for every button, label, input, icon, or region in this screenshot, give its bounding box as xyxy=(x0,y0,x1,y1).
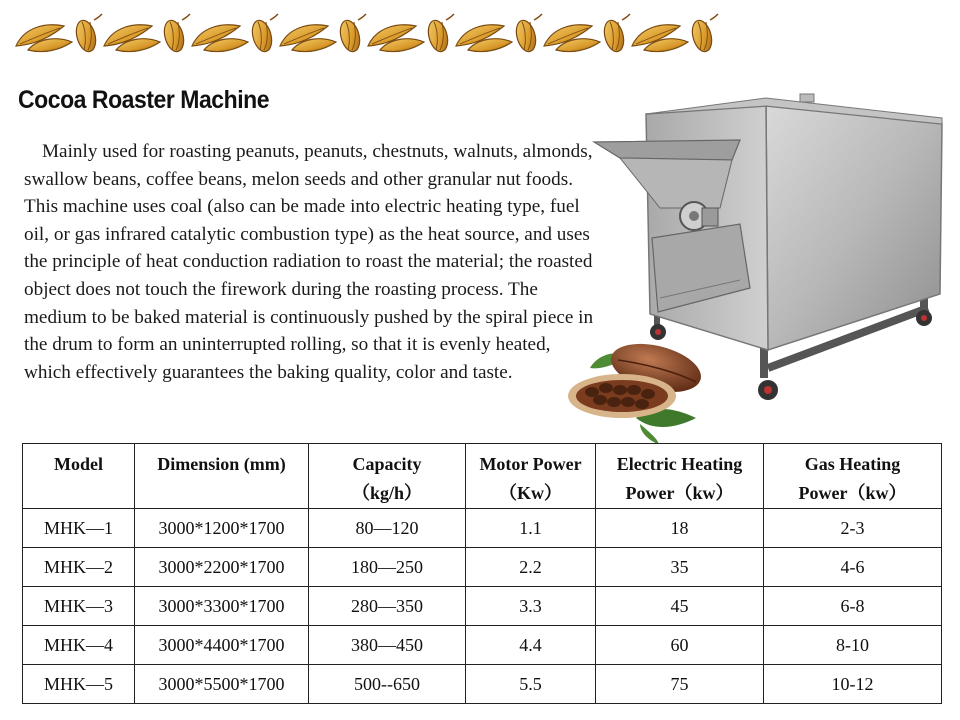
header-gas-heating: Gas Heating Power（kw） xyxy=(764,444,942,509)
cell-capacity: 280—350 xyxy=(309,587,466,626)
table-row xyxy=(23,548,942,587)
cell-dimension: 3000*3300*1700 xyxy=(135,587,309,626)
table-header-row xyxy=(23,444,942,509)
page-title: Cocoa Roaster Machine xyxy=(18,86,270,114)
cell-gas-heating: 4-6 xyxy=(764,548,942,587)
cocoa-beans-image xyxy=(556,334,716,444)
cell-gas-heating: 6-8 xyxy=(764,587,942,626)
cell-dimension: 3000*1200*1700 xyxy=(135,509,309,548)
cell-gas-heating: 8-10 xyxy=(764,626,942,665)
cell-dimension: 3000*5500*1700 xyxy=(135,665,309,704)
cell-model: MHK—1 xyxy=(23,509,135,548)
cell-capacity: 500--650 xyxy=(309,665,466,704)
cell-motor-power: 3.3 xyxy=(466,587,596,626)
cell-gas-heating: 2-3 xyxy=(764,509,942,548)
header-capacity: Capacity （kg/h） xyxy=(309,444,466,509)
cell-model: MHK—3 xyxy=(23,587,135,626)
specifications-table xyxy=(22,443,942,704)
header-motor-power: Motor Power （Kw） xyxy=(466,444,596,509)
cell-electric-heating: 35 xyxy=(596,548,764,587)
cell-capacity: 380—450 xyxy=(309,626,466,665)
cocoa-pod-banner xyxy=(14,12,724,58)
cell-gas-heating: 10-12 xyxy=(764,665,942,704)
cell-model: MHK—2 xyxy=(23,548,135,587)
cell-dimension: 3000*2200*1700 xyxy=(135,548,309,587)
table-row xyxy=(23,626,942,665)
table-row xyxy=(23,509,942,548)
cocoa-pod-icon xyxy=(16,14,718,54)
cell-capacity: 80—120 xyxy=(309,509,466,548)
cell-electric-heating: 60 xyxy=(596,626,764,665)
cell-motor-power: 1.1 xyxy=(466,509,596,548)
header-model: Model xyxy=(23,444,135,509)
cell-electric-heating: 18 xyxy=(596,509,764,548)
cell-model: MHK—5 xyxy=(23,665,135,704)
header-dimension: Dimension (mm) xyxy=(135,444,309,509)
table-row xyxy=(23,587,942,626)
table-row xyxy=(23,665,942,704)
cell-electric-heating: 75 xyxy=(596,665,764,704)
cell-capacity: 180—250 xyxy=(309,548,466,587)
cell-motor-power: 2.2 xyxy=(466,548,596,587)
cell-motor-power: 5.5 xyxy=(466,665,596,704)
cell-model: MHK—4 xyxy=(23,626,135,665)
cell-dimension: 3000*4400*1700 xyxy=(135,626,309,665)
cell-motor-power: 4.4 xyxy=(466,626,596,665)
product-description: Mainly used for roasting peanuts, peanuts, chestnuts, walnuts, almonds, swallow beans, coffee beans, melon seeds and other granular nut foods. This machine uses coal (also can be made into electric heating type, fuel oil, or gas infrared catalytic combustion type) as the heat source, and uses the principle of heat conduction radiation to roast the material; the roasted object does not touch the firework during the roasting process. The medium to be baked material is continuously pushed by the spiral piece in the drum to form an uninterrupted rolling, so that it is evenly heated, which effectively guarantees the baking quality, color and taste. xyxy=(24,141,594,383)
header-electric-heating: Electric Heating Power（kw） xyxy=(596,444,764,509)
cell-electric-heating: 45 xyxy=(596,587,764,626)
